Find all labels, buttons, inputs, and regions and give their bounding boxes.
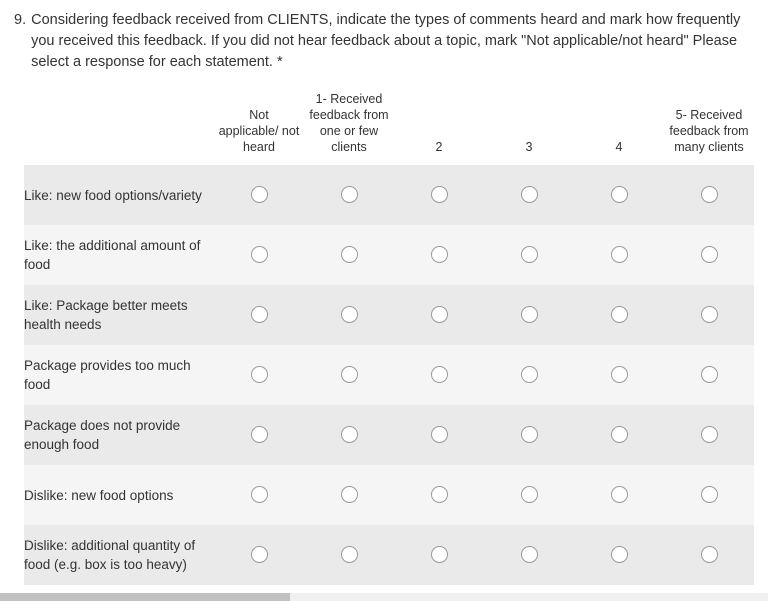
question-body: Considering feedback received from CLIENTS, indicate the types of comments heard and mark how frequently you received this feedback. If you did not hear feedback about a topic, mark "Not applicable/not heard" Please select a response for each statement. <box>31 12 741 70</box>
radio-button[interactable] <box>341 186 358 203</box>
scrollbar-thumb[interactable] <box>0 593 290 601</box>
matrix-cell[interactable] <box>304 405 394 465</box>
matrix-cell[interactable] <box>484 525 574 585</box>
radio-button[interactable] <box>251 546 268 563</box>
radio-button[interactable] <box>611 426 628 443</box>
radio-button[interactable] <box>521 546 538 563</box>
table-row <box>24 465 754 525</box>
question-text <box>31 10 741 73</box>
matrix-cell[interactable] <box>394 225 484 285</box>
column-header-2: 2 <box>435 140 443 154</box>
radio-button[interactable] <box>611 186 628 203</box>
row-label: Dislike: new food options <box>24 487 174 503</box>
radio-button[interactable] <box>341 426 358 443</box>
radio-button[interactable] <box>521 186 538 203</box>
matrix-cell[interactable] <box>214 465 304 525</box>
radio-button[interactable] <box>251 246 268 263</box>
matrix-cell[interactable] <box>484 225 574 285</box>
matrix-cell[interactable] <box>394 465 484 525</box>
column-header-1: 1- Received feedback from one or few clients <box>309 92 389 154</box>
matrix-cell[interactable] <box>394 165 484 225</box>
radio-button[interactable] <box>431 246 448 263</box>
radio-button[interactable] <box>521 246 538 263</box>
row-label: Like: new food options/variety <box>24 187 202 203</box>
matrix-cell[interactable] <box>304 225 394 285</box>
matrix-cell[interactable] <box>574 165 664 225</box>
horizontal-scrollbar[interactable] <box>0 593 768 601</box>
radio-button[interactable] <box>521 306 538 323</box>
matrix-cell[interactable] <box>484 165 574 225</box>
matrix-table <box>24 91 754 585</box>
matrix-question <box>24 91 754 585</box>
matrix-cell[interactable] <box>304 465 394 525</box>
matrix-cell[interactable] <box>304 345 394 405</box>
radio-button[interactable] <box>341 486 358 503</box>
radio-button[interactable] <box>701 426 718 443</box>
table-row <box>24 285 754 345</box>
table-row <box>24 225 754 285</box>
matrix-cell[interactable] <box>574 285 664 345</box>
matrix-cell[interactable] <box>664 345 754 405</box>
radio-button[interactable] <box>431 366 448 383</box>
radio-button[interactable] <box>431 186 448 203</box>
matrix-cell[interactable] <box>214 345 304 405</box>
matrix-cell[interactable] <box>664 225 754 285</box>
matrix-header-row <box>24 91 754 165</box>
table-row <box>24 525 754 585</box>
matrix-cell[interactable] <box>574 525 664 585</box>
matrix-cell[interactable] <box>664 405 754 465</box>
radio-button[interactable] <box>251 486 268 503</box>
radio-button[interactable] <box>341 246 358 263</box>
row-label: Dislike: additional quantity of food (e.g. box is too heavy) <box>24 538 196 572</box>
radio-button[interactable] <box>611 306 628 323</box>
row-label: Package provides too much food <box>24 358 191 392</box>
radio-button[interactable] <box>611 546 628 563</box>
matrix-cell[interactable] <box>214 525 304 585</box>
matrix-header <box>24 91 754 165</box>
matrix-body <box>24 165 754 585</box>
matrix-label-header <box>24 91 214 165</box>
radio-button[interactable] <box>701 486 718 503</box>
matrix-cell[interactable] <box>574 465 664 525</box>
matrix-cell[interactable] <box>214 165 304 225</box>
matrix-cell[interactable] <box>304 525 394 585</box>
radio-button[interactable] <box>611 246 628 263</box>
matrix-cell[interactable] <box>394 525 484 585</box>
radio-button[interactable] <box>341 546 358 563</box>
matrix-cell[interactable] <box>664 285 754 345</box>
matrix-cell[interactable] <box>394 405 484 465</box>
radio-button[interactable] <box>251 366 268 383</box>
radio-button[interactable] <box>701 366 718 383</box>
row-label: Like: Package better meets health needs <box>24 298 188 332</box>
matrix-cell[interactable] <box>394 345 484 405</box>
radio-button[interactable] <box>431 546 448 563</box>
matrix-cell[interactable] <box>304 285 394 345</box>
radio-button[interactable] <box>341 306 358 323</box>
row-label: Package does not provide enough food <box>24 418 181 452</box>
column-header-3: 3 <box>525 140 533 154</box>
matrix-cell[interactable] <box>574 345 664 405</box>
radio-button[interactable] <box>251 426 268 443</box>
radio-button[interactable] <box>251 186 268 203</box>
matrix-cell[interactable] <box>484 345 574 405</box>
matrix-cell[interactable] <box>214 285 304 345</box>
column-header-0: Not applicable/ not heard <box>218 108 300 154</box>
matrix-cell[interactable] <box>304 165 394 225</box>
column-header-4: 4 <box>615 140 623 154</box>
question-block <box>14 10 754 73</box>
matrix-cell[interactable] <box>214 225 304 285</box>
radio-button[interactable] <box>521 366 538 383</box>
radio-button[interactable] <box>701 246 718 263</box>
required-marker: * <box>276 54 283 70</box>
table-row <box>24 405 754 465</box>
matrix-cell[interactable] <box>484 285 574 345</box>
matrix-cell[interactable] <box>214 405 304 465</box>
radio-button[interactable] <box>701 186 718 203</box>
radio-button[interactable] <box>521 486 538 503</box>
radio-button[interactable] <box>701 546 718 563</box>
radio-button[interactable] <box>431 486 448 503</box>
column-header-5: 5- Received feedback from many clients <box>669 108 749 154</box>
radio-button[interactable] <box>431 426 448 443</box>
radio-button[interactable] <box>611 486 628 503</box>
table-row <box>24 345 754 405</box>
question-number: 9. <box>14 12 27 28</box>
radio-button[interactable] <box>701 306 718 323</box>
matrix-cell[interactable] <box>664 525 754 585</box>
matrix-cell[interactable] <box>574 405 664 465</box>
matrix-cell[interactable] <box>664 165 754 225</box>
radio-button[interactable] <box>251 306 268 323</box>
table-row <box>24 165 754 225</box>
matrix-cell[interactable] <box>664 465 754 525</box>
radio-button[interactable] <box>521 426 538 443</box>
radio-button[interactable] <box>611 366 628 383</box>
radio-button[interactable] <box>341 366 358 383</box>
matrix-cell[interactable] <box>484 405 574 465</box>
matrix-cell[interactable] <box>394 285 484 345</box>
matrix-cell[interactable] <box>484 465 574 525</box>
radio-button[interactable] <box>431 306 448 323</box>
row-label: Like: the additional amount of food <box>24 238 201 272</box>
matrix-cell[interactable] <box>574 225 664 285</box>
